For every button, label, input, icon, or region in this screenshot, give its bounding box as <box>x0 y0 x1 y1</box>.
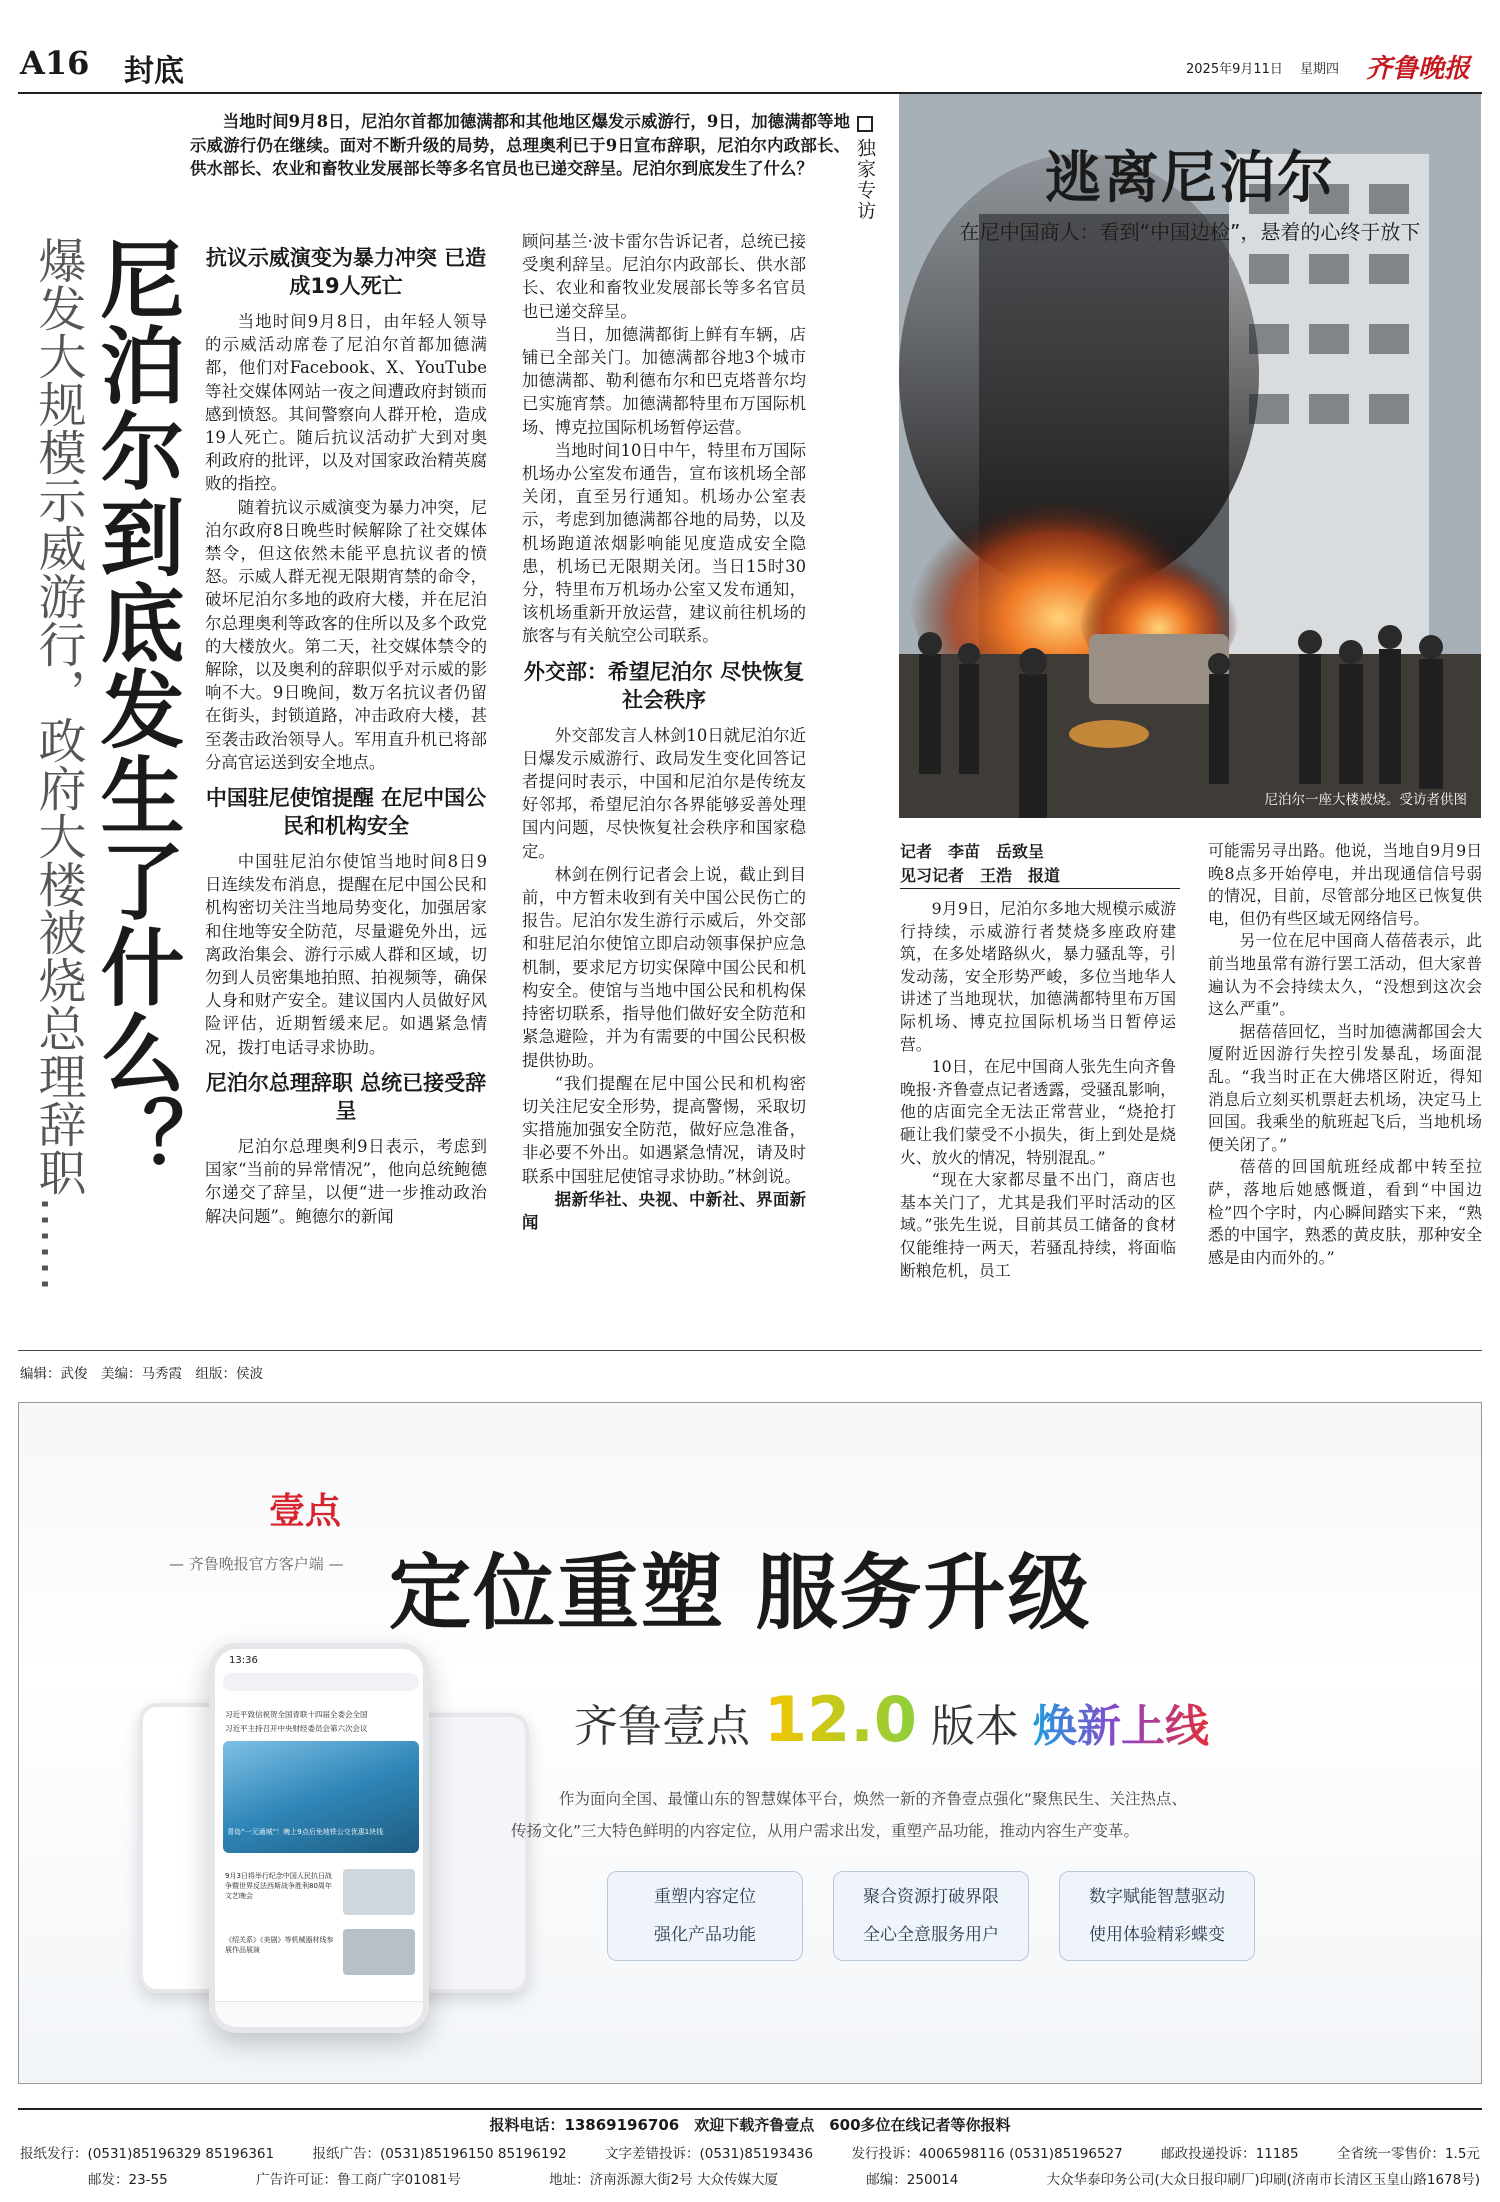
paragraph: 尼泊尔总理奥利9日表示，考虑到国家“当前的异常情况”，他向总统鲍德尔递交了辞呈，以便“进一步推动政治解决问题”。鲍德尔的新闻 <box>205 1136 487 1226</box>
paragraph: 10日，在尼中国商人张先生向齐鲁晚报·齐鲁壹点记者透露，受骚乱影响，他的店面完全无法正常营业，“烧抢打砸让我们蒙受不小损失，街上到处是烧火、放火的情况，特别混乱。” <box>900 1057 1176 1167</box>
issue-date: 2025年9月11日 <box>1186 62 1283 77</box>
subhead-embassy: 中国驻尼使馆提醒 在尼中国公民和机构安全 <box>205 786 487 839</box>
phone-news-item: 《绍关系》《美剧》等机械器材线参展作品展演 <box>225 1936 334 1954</box>
paragraph: 蓓蓓的回国航班经成都中转至拉萨，落地后她感慨道，看到“中国边检”四个字时，内心瞬间踏实下来，“熟悉的中国字，熟悉的黄皮肤，那种安全感是由内而外的。” <box>1208 1157 1482 1267</box>
feature-photo <box>899 94 1481 818</box>
footer-item: 发行投诉：4006598116 (0531)85196527 <box>851 2146 1123 2162</box>
editors-line: 编辑：武俊 美编：马秀霞 组版：侯波 <box>20 1366 263 1382</box>
card-line: 全心全意服务用户 <box>863 1925 999 1945</box>
ad-desc-line: 传扬文化”三大特色鲜明的内容定位，从用户需求出发，重塑产品功能，推动内容生产变革。 <box>511 1822 1140 1840</box>
article-bottom-rule <box>18 1350 1482 1351</box>
masthead <box>18 40 1482 94</box>
phone-news-thumb <box>343 1929 415 1975</box>
card-line: 聚合资源打破界限 <box>863 1887 999 1907</box>
feature-byline <box>900 840 1180 889</box>
paragraph: 当地时间10日中午，特里布万国际机场办公室发布通告，宣布该机场全部关闭，直至另行通知。机场办公室表示，考虑到加德满都谷地的局势，以及机场跑道浓烟影响能见度造成安全隐患，机场已无限期关闭。当日15时30分，特里布万机场办公室又发布通知，该机场重新开放运营，建议前往机场的旅客与有关航空公司联系。 <box>522 440 806 646</box>
feature-card-3 <box>1059 1871 1255 1961</box>
footer-item: 文字差错投诉：(0531)85193436 <box>604 2146 814 2162</box>
byline-reporters: 记者 李苗 岳致呈 <box>900 842 1045 861</box>
feature-column-1 <box>900 898 1176 1282</box>
paragraph: “现在大家都尽量不出门，商店也基本关门了，尤其是我们平时活动的区域。”张先生说，目前其员工储备的食材仅能维持一两天，若骚乱持续，将面临断粮危机，员工 <box>900 1170 1176 1280</box>
footer-item: 广告许可证：鲁工商广字01081号 <box>255 2172 461 2188</box>
paragraph: 中国驻尼泊尔使馆当地时间8日9日连续发布消息，提醒在尼中国公民和机构密切关注当地局势变化，加强居家和住地等安全防范，尽量避免外出，远离政治集会、游行示威人群和区域，切勿到人员密集地拍照、拍视频等，确保人身和财产安全。建议国内人员做好风险评估，近期暂缓来尼。如遇紧急情况，拨打电话寻求协助。 <box>205 852 487 1057</box>
paragraph: 当地时间9月8日，由年轻人领导的示威活动席卷了尼泊尔首都加德满都，他们对Facebook、X、YouTube等社交媒体网站一夜之间遭政府封锁而感到愤怒。其间警察向人群开枪，造成19人死亡。随后抗议活动扩大到对奥利政府的批评，以及对国家政治精英腐败的指控。 <box>205 312 487 494</box>
phone-header <box>223 1673 419 1691</box>
phone-mockup <box>209 1643 429 2033</box>
paragraph: 外交部发言人林剑10日就尼泊尔近日爆发示威游行、政局发生变化回答记者提问时表示，中国和尼泊尔是传统友好邻邦，希望尼泊尔各界能够妥善处理国内问题，尽快恢复社会秩序和国家稳定。 <box>522 725 806 861</box>
ad-banner <box>18 1402 1482 2084</box>
paragraph: 顾问基兰·波卡雷尔告诉记者，总统已接受奥利辞呈。尼泊尔内政部长、供水部长、农业和畜牧业发展部长等多名官员也已递交辞呈。 <box>522 232 806 321</box>
footer-item: 邮政投递投诉：11185 <box>1161 2146 1299 2162</box>
footer-item: 报纸发行：(0531)85196329 85196361 <box>20 2146 275 2162</box>
paragraph: 9月9日，尼泊尔多地大规模示威游行持续，示威游行者焚烧多座政府建筑，在多处堵路纵火，暴力骚乱等，引发动荡，安全形势严峻，多位当地华人讲述了当地现状，加德满都特里布万国际机场、博克拉国际机场当日暂停运营。 <box>900 899 1176 1054</box>
subhead-pm-resign: 尼泊尔总理辞职 总统已接受辞呈 <box>205 1070 487 1123</box>
footer-row-2 <box>20 2168 1480 2188</box>
section-name: 封底 <box>124 54 184 89</box>
exclusive-tag <box>852 116 878 226</box>
footer-top-rule <box>18 2108 1482 2110</box>
card-line: 重塑内容定位 <box>654 1887 756 1907</box>
ad-headline: 定位重塑 服务升级 <box>389 1546 1092 1641</box>
footer-item: 全省统一零售价：1.5元 <box>1336 2146 1480 2162</box>
feature-card-1 <box>607 1871 803 1961</box>
article-column-1 <box>205 240 487 1228</box>
paragraph: 当日，加德满都街上鲜有车辆，店铺已全部关门。加德满都谷地3个城市加德满都、勒利德布尔和巴克塔普尔均已实施宵禁。加德满都特里布万国际机场、博克拉国际机场暂停运营。 <box>522 324 806 437</box>
feature-subtitle: 在尼中国商人：看到“中国边检”，悬着的心终于放下 <box>959 220 1421 244</box>
dash-icon: — <box>328 1555 344 1573</box>
paragraph: 随着抗议示威演变为暴力冲突，尼泊尔政府8日晚些时候解除了社交媒体禁令，但这依然未能平息抗议者的愤怒。示威人群无视无限期宵禁的命令，破坏尼泊尔多地的政府大楼，并在尼泊尔总理奥利等政客的住所以及多个政党的大楼放火。第二天，社交媒体禁令的解除，以及奥利的辞职似乎对示威的影响不大。9日晚间，数万名抗议者仍留在街头，封锁道路，冲击政府大楼，甚至袭击政治领导人。军用直升机已将部分高官运送到安全地点。 <box>205 497 487 772</box>
source-credit: 据新华社、央视、中新社、界面新闻 <box>522 1189 806 1232</box>
paragraph: 另一位在尼中国商人蓓蓓表示，此前当地虽常有游行罢工活动，但大家普遍认为不会持续太久，“没想到这次会这么严重”。 <box>1208 931 1482 1019</box>
lead-text: 当地时间9月8日，尼泊尔首都加德满都和其他地区爆发示威游行，9日，加德满都等地示威游行仍在继续。面对不断升级的局势，总理奥利已于9日宣布辞职，尼泊尔内政部长、供水部长、农业和畜牧业发展部长等多名官员也已递交辞呈。尼泊尔到底发生了什么？ <box>190 112 850 178</box>
ad-client-text: 齐鲁晚报官方客户端 <box>188 1555 324 1573</box>
ad-sub-new: 焕新上线 <box>1032 1701 1209 1752</box>
phone-hero-caption: 青岛“一元通城”！晚上9点后免地铁公交优惠1块钱 <box>227 1828 384 1836</box>
ad-sub-version: 12.0 <box>764 1683 917 1756</box>
phone-time: 13:36 <box>229 1655 258 1666</box>
exclusive-tag-label: 独家专访 <box>854 138 876 222</box>
card-line: 强化产品功能 <box>654 1925 756 1945</box>
ad-sub-prefix: 齐鲁壹点 <box>574 1701 750 1752</box>
footer-item: 大众华泰印务公司(大众日报印刷厂)印刷(济南市长清区玉皇山路1678号) <box>1046 2172 1480 2188</box>
photo-caption: 尼泊尔一座大楼被烧。受访者供图 <box>1264 792 1467 808</box>
page-number: A16 <box>20 44 90 82</box>
phone-tabbar <box>215 2001 423 2027</box>
subhead-mfa: 外交部：希望尼泊尔 尽快恢复社会秩序 <box>523 659 805 712</box>
subhead-violence: 抗议示威演变为暴力冲突 已造成19人死亡 <box>205 246 487 298</box>
byline-trainee: 见习记者 王浩 报道 <box>900 864 1180 889</box>
footer-item: 地址：济南泺源大街2号 大众传媒大厦 <box>549 2172 779 2188</box>
phone-news-item: 习近平主持召开中央财经委员会第六次会议 <box>225 1724 368 1733</box>
phone-news-item: 习近平致信祝贺全国青联十四届全委会全国 <box>225 1710 368 1719</box>
card-line: 数字赋能智慧驱动 <box>1089 1887 1225 1907</box>
ad-desc-line: 作为面向全国、最懂山东的智慧媒体平台，焕然一新的齐鲁壹点强化“聚焦民生、关注热点、 <box>559 1790 1188 1808</box>
issue-weekday: 星期四 <box>1300 62 1340 77</box>
lead-paragraph <box>190 110 850 181</box>
ad-brand-logo: 壹点 <box>269 1491 342 1532</box>
card-line: 使用体验精彩蝶变 <box>1089 1925 1225 1945</box>
footer-item: 报纸广告：(0531)85196150 85196192 <box>312 2146 567 2162</box>
ad-client-label <box>169 1553 344 1574</box>
ad-sub-mid: 版本 <box>930 1701 1019 1752</box>
footer-item: 邮编：250014 <box>866 2172 959 2188</box>
main-headline: 尼泊尔到底发生了什么？ <box>87 236 185 1182</box>
sub-headline: 爆发大规模示威游行，政府大楼被烧总理辞职…… <box>30 236 86 1292</box>
paragraph: 林剑在例行记者会上说，截止到目前，中方暂未收到有关中国公民伤亡的报告。尼泊尔发生游行示威后，外交部和驻尼泊尔使馆立即启动领事保护应急机制，要求尼方切实保障中国公民和机构安全。使馆与当地中国公民和机构保持密切联系，指导他们做好安全防范和紧急避险，并为有需要的中国公民积极提供协助。 <box>522 864 806 1070</box>
feature-title: 逃离尼泊尔 <box>1045 146 1335 211</box>
dash-icon: — <box>169 1555 184 1573</box>
footer-row-1 <box>20 2142 1480 2162</box>
ad-description <box>511 1783 1339 1847</box>
paragraph: 据蓓蓓回忆，当时加德满都国会大厦附近因游行失控引发暴乱，场面混乱。“我当时正在大佛塔区附近，得知消息后立刻买机票赶去机场，决定马上回国。我乘坐的航班起飞后，当地机场便关闭了。” <box>1208 1021 1482 1154</box>
phone-news-thumb <box>343 1869 415 1915</box>
feature-card-2 <box>833 1871 1029 1961</box>
footer-item: 邮发：23-55 <box>88 2172 168 2188</box>
tag-box-icon <box>857 116 873 132</box>
paragraph: “我们提醒在尼中国公民和机构密切关注尼安全形势，提高警惕，采取切实措施加强安全防范，做好应急准备，非必要不外出。如遇紧急情况，请及时联系中国驻尼使馆寻求协助。”林剑说。 <box>522 1073 806 1186</box>
paper-logo: 齐鲁晚报 <box>1366 54 1471 84</box>
ad-subheadline <box>574 1683 1209 1756</box>
article-column-2 <box>522 230 806 1234</box>
paragraph: 可能需另寻出路。他说，当地自9月9日晚8点多开始停电，并出现通信信号弱的情况，目前，尽管部分地区已恢复供电，但仍有些区域无网络信号。 <box>1208 841 1482 928</box>
phone-news-item: 9月3日将举行纪念中国人民抗日战争暨世界反法西斯战争胜利80周年文艺晚会 <box>225 1872 332 1900</box>
footer-hotline: 报料电话：13869196706 欢迎下载齐鲁壹点 600多位在线记者等你报料 <box>489 2116 1011 2134</box>
feature-column-2 <box>1208 840 1482 1269</box>
